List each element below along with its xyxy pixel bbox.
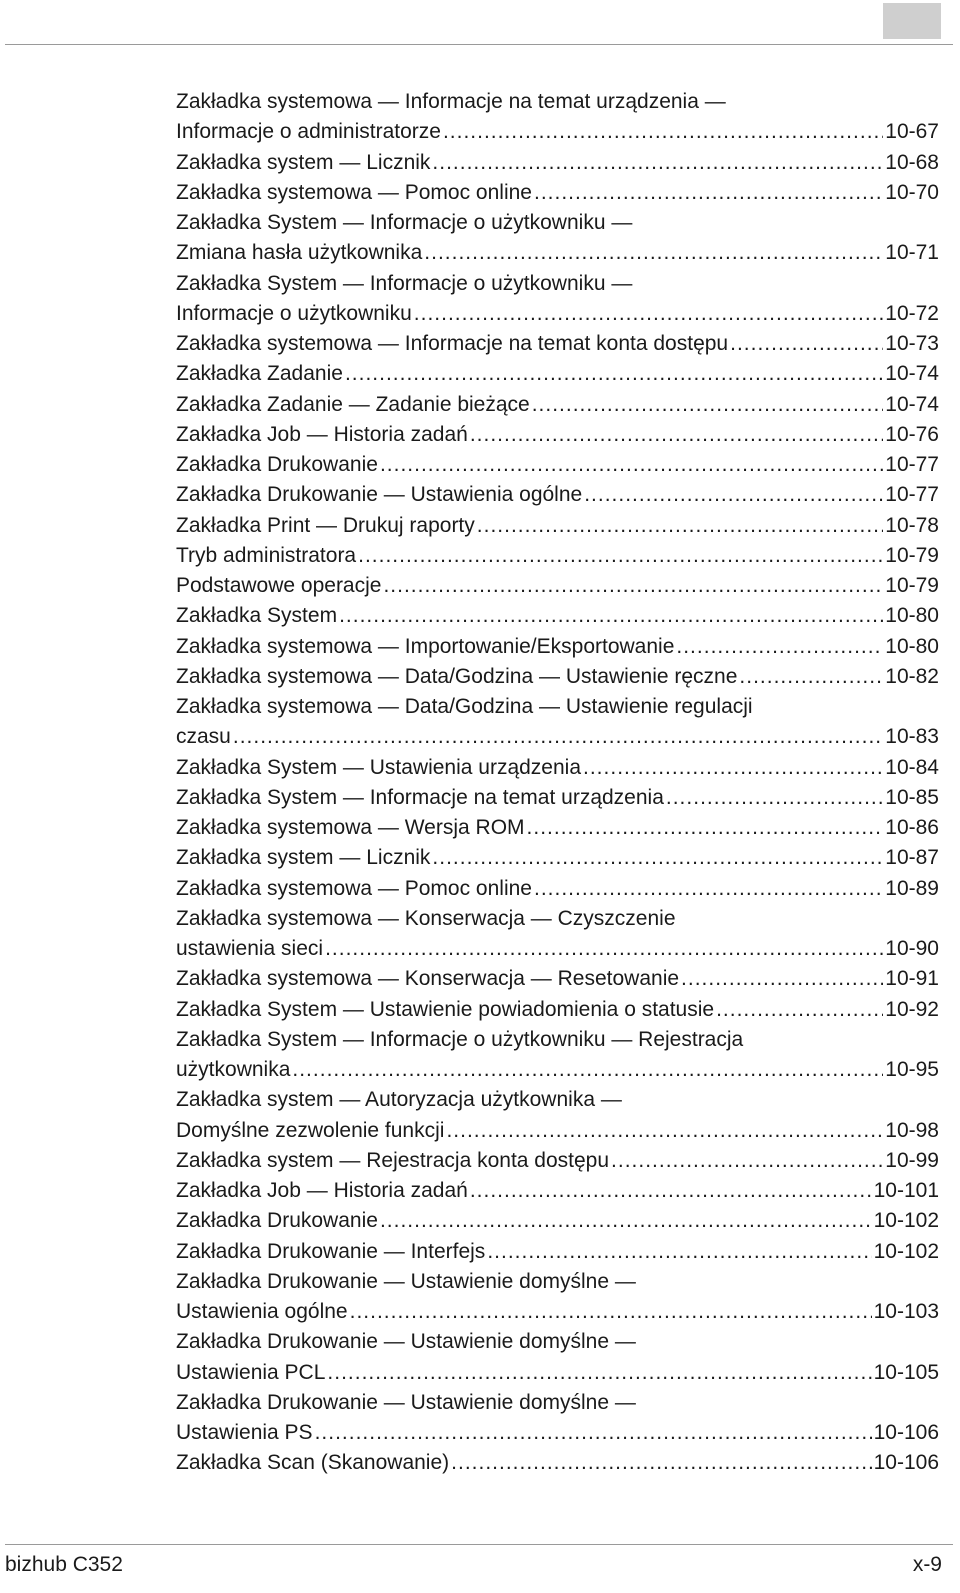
toc-entry-title: Zakładka system — Licznik [176,846,431,870]
toc-entry-line: Zakładka systemowa — Data/Godzina — Ustawienie regulacji [176,695,753,718]
toc-entry-row [176,1055,939,1085]
toc-entry-row [176,964,939,994]
toc-entry-title: ustawienia sieci [176,937,324,960]
toc-page-number[interactable]: 10-86 [885,816,939,839]
toc-page-number[interactable]: 10-102 [873,1239,939,1263]
toc-entry[interactable] [176,541,939,571]
toc-entry-row [176,813,939,843]
toc-page-number[interactable]: 10-79 [885,543,939,567]
toc-entry-row [176,662,939,692]
toc-entry-line: Zakładka System — Informacje o użytkowniku — Rejestracja [176,1027,744,1051]
toc-entry-line: Zakładka Drukowanie — Ustawienie domyślne — [176,1269,636,1293]
toc-dot-leader [739,662,883,692]
toc-entry-title: Zakładka system — Rejestracja konta dostępu [176,1148,610,1172]
toc-dot-leader [339,601,883,631]
toc-dot-leader [443,117,883,147]
toc-dot-leader [451,1448,871,1478]
toc-page-number[interactable]: 10-68 [885,150,939,174]
toc-entry-row [176,934,939,964]
toc-entry[interactable] [176,1085,939,1146]
toc-page-number[interactable]: 10-79 [885,574,939,597]
toc-entry-line: Zakładka Drukowanie — Ustawienie domyślne — [176,1330,636,1354]
toc-dot-leader [584,480,883,510]
toc-entry-row [176,632,939,662]
toc-entry[interactable] [176,1327,939,1388]
footer-rule [5,1544,953,1545]
toc-page-number[interactable]: 10-98 [885,1118,939,1142]
toc-dot-leader [414,299,884,329]
toc-entry[interactable] [176,662,939,692]
toc-entry-row [176,874,939,904]
toc-entry-title: Ustawienia ogólne [176,1300,348,1323]
toc-entry-row [176,843,939,873]
toc-page-number[interactable]: 10-74 [885,362,939,386]
toc-dot-leader [380,450,883,480]
toc-page-number[interactable]: 10-106 [873,1451,939,1475]
toc-entry-row [176,783,939,813]
toc-entry-title: Zakładka System — Ustawienia urządzenia [176,755,582,779]
toc-page-number[interactable]: 10-95 [885,1058,939,1081]
toc-entry[interactable] [176,843,939,873]
toc-entry-row [176,1358,939,1388]
header-rule [5,44,953,45]
toc-page-number[interactable]: 10-89 [885,876,939,900]
toc-dot-leader [327,1358,871,1388]
toc-entry-title: Zakładka Zadanie — Zadanie bieżące [176,392,530,416]
corner-tab-marker [883,3,941,39]
toc-entry-row [176,571,939,601]
toc-entry-title: Zakładka Zadanie [176,362,343,386]
toc-entry-row [176,1297,939,1327]
toc-page-number[interactable]: 10-73 [885,332,939,355]
toc-dot-leader [666,783,883,813]
toc-entry-row [176,1237,939,1267]
toc-page-number[interactable]: 10-84 [885,755,939,779]
toc-entry-title: Tryb administratora [176,543,357,567]
toc-entry-line: Zakładka systemowa — Informacje na temat urządzenia — [176,90,726,113]
toc-entry-title: Zakładka Job — Historia zadań [176,1179,468,1202]
toc-entry-row [176,1116,939,1146]
toc-dot-leader [233,722,883,752]
toc-entry-row [176,299,939,329]
toc-entry-title: Ustawienia PCL [176,1360,326,1384]
toc-entry-title: Zakładka Scan (Skanowanie) [176,1451,450,1475]
toc-entry-row [176,390,939,420]
toc-page-number[interactable]: 10-102 [873,1209,939,1233]
toc-entry[interactable] [176,208,939,269]
toc-entry-title: Zmiana hasła użytkownika [176,241,423,265]
table-of-contents [176,87,939,1479]
toc-entry-row [176,148,939,178]
toc-entry[interactable] [176,420,939,450]
toc-entry-row [176,1206,939,1236]
footer-page-number: x-9 [912,1553,942,1576]
toc-entry-title: Zakładka System [176,604,338,628]
toc-dot-leader [534,874,883,904]
toc-page-number[interactable]: 10-71 [885,241,939,265]
toc-entry-title: Zakładka systemowa — Konserwacja — Resetowanie [176,967,680,991]
toc-page-number[interactable]: 10-92 [885,997,939,1021]
toc-dot-leader [432,843,883,873]
toc-dot-leader [716,995,883,1025]
toc-entry[interactable] [176,1146,939,1176]
toc-dot-leader [477,511,884,541]
toc-entry-title: Zakładka systemowa — Informacje na temat konta dostępu [176,332,729,355]
toc-page-number[interactable]: 10-99 [885,1148,939,1172]
toc-dot-leader [487,1237,871,1267]
toc-entry[interactable] [176,1176,939,1206]
toc-entry-row [176,541,939,571]
toc-dot-leader [383,571,883,601]
toc-entry-title: Podstawowe operacje [176,574,382,597]
toc-page-number[interactable]: 10-80 [885,604,939,628]
toc-entry[interactable] [176,692,939,753]
toc-dot-leader [611,1146,883,1176]
toc-entry[interactable] [176,1267,939,1328]
toc-entry-title: Zakładka System — Ustawienie powiadomienia o statusie [176,997,715,1021]
toc-page-number[interactable]: 10-85 [885,785,939,809]
toc-entry-row [176,722,939,752]
toc-entry-title: Informacje o administratorze [176,120,441,144]
toc-entry-row [176,238,939,268]
toc-entry[interactable] [176,1206,939,1236]
toc-entry-row [176,1448,939,1478]
toc-entry[interactable] [176,995,939,1025]
toc-dot-leader [681,964,883,994]
toc-entry[interactable] [176,813,939,843]
toc-entry[interactable] [176,329,939,359]
toc-entry-row [176,1146,939,1176]
toc-entry-title: Zakładka systemowa — Wersja ROM [176,816,525,839]
toc-entry-title: Domyślne zezwolenie funkcji [176,1118,445,1142]
toc-dot-leader [350,1297,872,1327]
toc-entry-row [176,511,939,541]
toc-dot-leader [380,1206,872,1236]
toc-dot-leader [532,390,884,420]
footer-product-name: bizhub C352 [5,1553,123,1576]
toc-entry[interactable] [176,1237,939,1267]
toc-entry-line: Zakładka System — Informacje o użytkowniku — [176,271,633,295]
toc-page-number[interactable]: 10-91 [885,967,939,991]
toc-entry[interactable] [176,269,939,330]
toc-dot-leader [446,1116,883,1146]
toc-entry-title: Zakładka Drukowanie — Ustawienia ogólne [176,483,583,507]
toc-page-number[interactable]: 10-87 [885,846,939,870]
toc-page-number[interactable]: 10-70 [885,180,939,204]
toc-dot-leader [676,632,883,662]
toc-dot-leader [470,1176,872,1206]
toc-entry-row [176,480,939,510]
toc-page-number[interactable]: 10-72 [885,301,939,325]
toc-entry[interactable] [176,87,939,148]
toc-entry-row [176,995,939,1025]
toc-entry[interactable] [176,964,939,994]
toc-entry[interactable] [176,390,939,420]
toc-page-number[interactable]: 10-77 [885,453,939,476]
toc-entry[interactable] [176,874,939,904]
toc-entry-title: Zakładka Job — Historia zadań [176,422,468,446]
toc-entry-row [176,117,939,147]
toc-entry-title: czasu [176,725,231,749]
toc-entry-title: Zakładka Drukowanie — Interfejs [176,1239,486,1263]
toc-dot-leader [292,1055,883,1085]
toc-dot-leader [315,1418,872,1448]
toc-dot-leader [730,329,883,359]
toc-page-number[interactable]: 10-101 [873,1179,939,1202]
toc-entry[interactable] [176,1025,939,1086]
toc-dot-leader [432,148,883,178]
toc-page-number[interactable]: 10-83 [885,725,939,749]
toc-entry[interactable] [176,571,939,601]
toc-entry[interactable] [176,753,939,783]
toc-page-number[interactable]: 10-90 [885,937,939,960]
toc-page-number[interactable]: 10-82 [885,664,939,688]
toc-page-number[interactable]: 10-78 [885,513,939,537]
toc-entry[interactable] [176,632,939,662]
toc-entry-line: Zakładka System — Informacje o użytkowniku — [176,211,633,234]
toc-dot-leader [470,420,883,450]
toc-page-number[interactable]: 10-103 [873,1300,939,1323]
toc-entry-line: Zakładka Drukowanie — Ustawienie domyślne — [176,1390,636,1414]
toc-entry-title: Zakładka Drukowanie [176,1209,378,1233]
toc-entry[interactable] [176,450,939,480]
toc-entry-row [176,420,939,450]
toc-dot-leader [325,934,883,964]
toc-entry-row [176,1176,939,1206]
toc-entry-title: Zakładka systemowa — Pomoc online [176,180,532,204]
toc-entry[interactable] [176,148,939,178]
toc-page-number[interactable]: 10-74 [885,392,939,416]
toc-entry[interactable] [176,178,939,208]
toc-page-number[interactable]: 10-106 [873,1421,939,1444]
toc-entry[interactable] [176,359,939,389]
toc-entry[interactable] [176,480,939,510]
toc-entry-row [176,601,939,631]
toc-entry-row [176,753,939,783]
toc-page-number[interactable]: 10-67 [885,120,939,144]
toc-entry[interactable] [176,1448,939,1478]
toc-entry-title: Zakładka systemowa — Pomoc online [176,876,532,900]
toc-entry[interactable] [176,783,939,813]
toc-entry-row [176,359,939,389]
toc-dot-leader [345,359,883,389]
toc-entry-title: Zakładka systemowa — Importowanie/Eksportowanie [176,634,675,658]
toc-entry[interactable] [176,511,939,541]
toc-entry-title: Zakładka Drukowanie [176,453,378,476]
toc-entry-title: Zakładka system — Licznik [176,150,431,174]
toc-entry-title: użytkownika [176,1058,291,1081]
toc-entry[interactable] [176,601,939,631]
toc-entry-title: Zakładka System — Informacje na temat urządzenia [176,785,664,809]
toc-page-number[interactable]: 10-80 [885,634,939,658]
toc-entry-line: Zakładka system — Autoryzacja użytkownika — [176,1088,622,1112]
toc-entry-line: Zakładka systemowa — Konserwacja — Czyszczenie [176,906,676,930]
toc-entry[interactable] [176,1388,939,1449]
toc-entry-title: Zakładka systemowa — Data/Godzina — Ustawienie ręczne [176,664,738,688]
toc-dot-leader [358,541,883,571]
toc-entry-row [176,1418,939,1448]
toc-dot-leader [583,753,883,783]
toc-entry-title: Ustawienia PS [176,1421,313,1444]
toc-page-number[interactable]: 10-105 [873,1360,939,1384]
toc-entry[interactable] [176,904,939,965]
toc-entry-row [176,450,939,480]
toc-entry-row [176,178,939,208]
toc-dot-leader [527,813,884,843]
toc-entry-title: Zakładka Print — Drukuj raporty [176,513,475,537]
toc-page-number[interactable]: 10-77 [885,483,939,507]
toc-entry-title: Informacje o użytkowniku [176,301,412,325]
toc-page-number[interactable]: 10-76 [885,422,939,446]
toc-dot-leader [424,238,883,268]
toc-dot-leader [534,178,883,208]
toc-entry-row [176,329,939,359]
